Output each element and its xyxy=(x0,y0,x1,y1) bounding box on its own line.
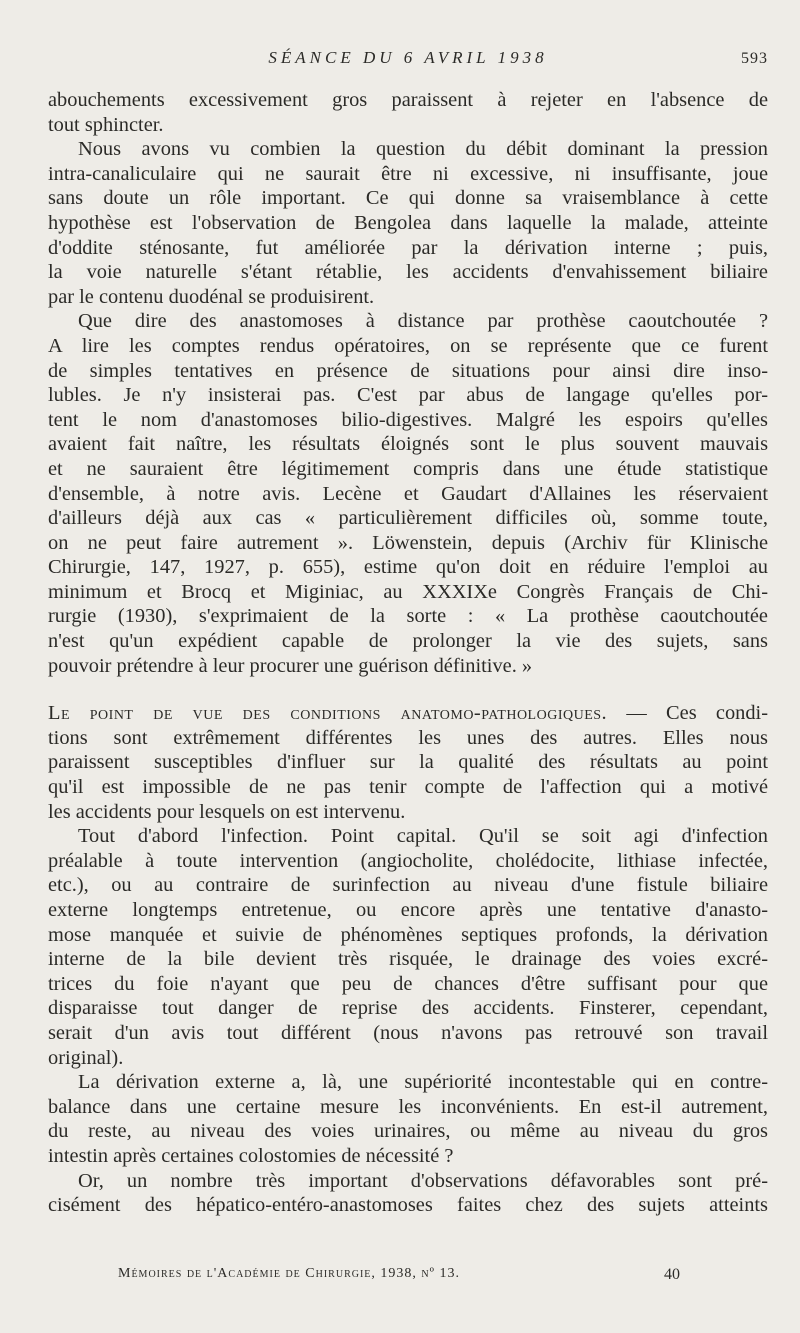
text-line: Chirurgie, 147, 1927, p. 655), estime qu'on doit en réduire l'emploi au xyxy=(48,556,768,579)
text-line: tout sphincter. xyxy=(48,113,164,136)
text-line: les accidents pour lesquels on est intervenu. xyxy=(48,800,406,823)
text-line: La dérivation externe a, là, une supériorité incontestable qui en contre- xyxy=(78,1071,768,1094)
section-heading-tail: — Ces condi- xyxy=(607,702,768,725)
text-line: intra-canaliculaire qui ne saurait être ni excessive, ni insuffisante, joue xyxy=(48,162,768,185)
text-line: hypothèse est l'observation de Bengolea dans laquelle la malade, atteinte xyxy=(48,211,768,234)
text-line: interne de la bile devient très risquée, le drainage des voies excré- xyxy=(48,948,768,971)
text-line: avaient fait naître, les résultats éloignés sont le plus souvent mauvais xyxy=(48,433,768,456)
running-title: SÉANCE DU 6 AVRIL 1938 xyxy=(268,48,548,67)
text-line: du reste, au niveau des voies urinaires, ou même au niveau du gros xyxy=(48,1120,768,1143)
text-line: Que dire des anastomoses à distance par prothèse caoutchoutée ? xyxy=(78,310,768,333)
text-line: A lire les comptes rendus opératoires, on se représente que ce furent xyxy=(48,334,768,357)
text-line: Nous avons vu combien la question du débit dominant la pression xyxy=(78,138,768,161)
text-line: la voie naturelle s'étant rétablie, les accidents d'envahissement biliaire xyxy=(48,261,768,284)
text-section-1 xyxy=(48,88,768,678)
text-line: tions sont extrêmement différentes les unes des autres. Elles nous xyxy=(48,726,768,749)
page-footer xyxy=(118,1266,680,1288)
text-line: Or, un nombre très important d'observations défavorables sont pré- xyxy=(78,1169,768,1192)
section-heading-line xyxy=(48,701,768,726)
text-line: on ne peut faire autrement ». Löwenstein, depuis (Archiv für Klinische xyxy=(48,531,768,554)
text-line: paraissent susceptibles d'influer sur la qualité des résultats au point xyxy=(48,751,768,774)
section-gap xyxy=(48,678,768,701)
text-line: d'ailleurs déjà aux cas « particulièrement difficiles où, somme toute, xyxy=(48,507,768,530)
running-head xyxy=(48,48,768,72)
text-line: abouchements excessivement gros paraissent à rejeter en l'absence de xyxy=(48,89,768,111)
text-line: qu'il est impossible de ne pas tenir compte de l'affection qui a motivé xyxy=(48,776,768,799)
text-line: original). xyxy=(48,1046,124,1069)
text-line: minimum et Brocq et Miginiac, au XXXIXe Congrès Français de Chi- xyxy=(48,580,768,603)
page-number: 593 xyxy=(741,50,768,67)
text-line: mose manquée et suivie de phénomènes septiques profonds, la dérivation xyxy=(48,923,768,946)
section-heading: Le point de vue des conditions anatomo-pathologiques. xyxy=(48,702,608,725)
text-line: tent le nom d'anastomoses bilio-digestives. Malgré les espoirs qu'elles xyxy=(48,408,768,431)
text-line: n'est qu'un expédient capable de prolonger la vie des sujets, sans xyxy=(48,630,768,653)
text-line: sans doute un rôle important. Ce qui donne sa vraisemblance à cette xyxy=(48,187,768,210)
text-section-2 xyxy=(48,726,768,1218)
text-line: lubles. Je n'y insisterai pas. C'est par abus de langage qu'elles por- xyxy=(48,384,768,407)
text-line: par le contenu duodénal se produisirent. xyxy=(48,285,375,308)
text-line: etc.), ou au contraire de surinfection au niveau d'une fistule biliaire xyxy=(48,874,768,897)
text-line: externe longtemps entretenue, ou encore après une tentative d'anasto- xyxy=(48,899,768,921)
text-line: Tout d'abord l'infection. Point capital. Qu'il se soit agi d'infection xyxy=(78,825,768,848)
text-line: cisément des hépatico-entéro-anastomoses faites chez des sujets atteints xyxy=(48,1194,768,1217)
text-line: de simples tentatives en présence de situations pour ainsi dire inso- xyxy=(48,359,768,382)
text-line: et ne sauraient être légitimement compris dans une étude statistique xyxy=(48,457,768,480)
footer-journal: Mémoires de l'Académie de Chirurgie, 1938, nº 13. xyxy=(118,1266,460,1281)
body-text xyxy=(48,88,768,1218)
text-line: d'ensemble, à notre avis. Lecène et Gaudart d'Allaines les réservaient xyxy=(48,482,768,505)
text-line: d'oddite sténosante, fut améliorée par la dérivation interne ; puis, xyxy=(48,236,768,259)
text-line: balance dans une certaine mesure les inconvénients. En est-il autrement, xyxy=(48,1095,768,1118)
text-line: trices du foie n'ayant que peu de chances d'être suffisant pour que xyxy=(48,972,768,995)
text-line: intestin après certaines colostomies de nécessité ? xyxy=(48,1144,454,1167)
text-line: rurgie (1930), s'exprimaient de la sorte : « La prothèse caoutchoutée xyxy=(48,605,768,628)
footer-signature: 40 xyxy=(664,1266,680,1283)
text-line: pouvoir prétendre à leur procurer une guérison définitive. » xyxy=(48,654,533,677)
text-line: disparaisse tout danger de reprise des accidents. Finsterer, cependant, xyxy=(48,997,768,1020)
text-line: préalable à toute intervention (angiocholite, cholédocite, lithiase infectée, xyxy=(48,849,768,872)
text-line: serait d'un avis tout différent (nous n'avons pas retrouvé son travail xyxy=(48,1021,768,1044)
